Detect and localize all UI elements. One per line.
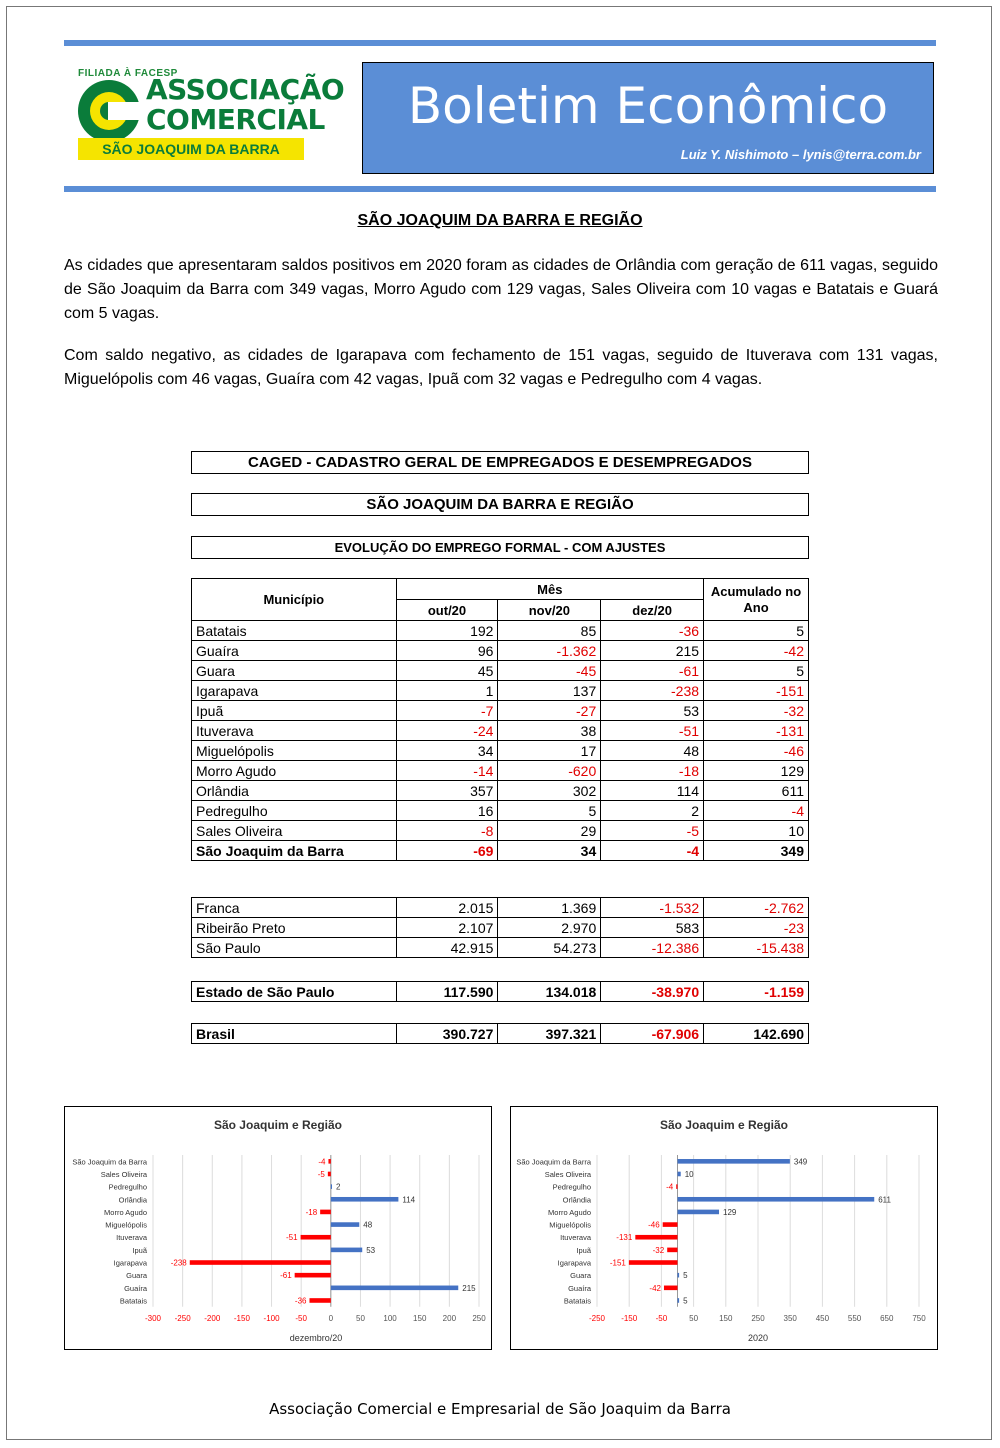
row-value: -1.159 — [704, 982, 809, 1002]
row-value: -620 — [498, 761, 601, 781]
x-axis-label: dezembro/20 — [289, 1332, 343, 1343]
x-tick-label: 50 — [356, 1313, 365, 1323]
x-tick-label: -300 — [144, 1313, 162, 1323]
row-value: 38 — [498, 721, 601, 741]
row-value: 29 — [498, 821, 601, 841]
category-label: Orlândia — [118, 1195, 147, 1205]
col-month: out/20 — [396, 600, 498, 621]
col-month: nov/20 — [498, 600, 601, 621]
row-value: -14 — [396, 761, 498, 781]
paragraph-negative: Com saldo negativo, as cidades de Igarapava com fechamento de 151 vagas, seguido de Ituverava com 131 vagas, Miguelópolis com 46 vagas, Guaíra com 42 vagas, Ipuã com 32 vagas e Pedregulho com 4 vagas. — [64, 347, 938, 388]
row-value: -36 — [601, 621, 704, 641]
category-label: Guaíra — [568, 1283, 591, 1293]
bar — [309, 1298, 330, 1303]
logo-city: SÃO JOAQUIM DA BARRA — [78, 138, 304, 160]
table-row — [192, 701, 809, 721]
brasil-row — [192, 1024, 809, 1044]
table-row — [192, 801, 809, 821]
x-tick-label: 350 — [783, 1313, 797, 1323]
chart-2020 — [510, 1106, 938, 1350]
row-value: 53 — [601, 701, 704, 721]
bar — [301, 1235, 331, 1240]
row-value: 54.273 — [498, 938, 601, 958]
bar — [635, 1235, 677, 1240]
x-tick-label: -100 — [263, 1313, 280, 1323]
chart-december — [64, 1106, 492, 1350]
caged-header: CAGED - CADASTRO GERAL DE EMPREGADOS E DESEMPREGADOS — [191, 451, 809, 474]
row-value: 137 — [498, 681, 601, 701]
bar — [190, 1260, 331, 1265]
x-tick-label: -50 — [295, 1313, 307, 1323]
data-label: -18 — [305, 1207, 318, 1217]
row-value: 5 — [704, 621, 809, 641]
category-label: Ipuã — [576, 1245, 591, 1255]
bar — [331, 1248, 362, 1253]
x-tick-label: 150 — [719, 1313, 733, 1323]
row-value: 2.970 — [498, 918, 601, 938]
x-tick-label: 50 — [689, 1313, 699, 1323]
bar — [678, 1273, 680, 1278]
row-value: 96 — [396, 641, 498, 661]
row-value: 114 — [601, 781, 704, 801]
category-label: Ituverava — [116, 1233, 147, 1243]
data-label: 5 — [683, 1296, 688, 1306]
table-row — [192, 821, 809, 841]
data-label: 2 — [336, 1182, 341, 1192]
row-value: -8 — [396, 821, 498, 841]
x-tick-label: 550 — [847, 1313, 862, 1323]
state-table — [191, 981, 809, 1002]
row-value: -4 — [601, 841, 704, 861]
x-tick-label: 250 — [751, 1313, 765, 1323]
category-label: Pedregulho — [552, 1182, 591, 1192]
data-label: -32 — [652, 1245, 665, 1255]
category-label: Ituverava — [560, 1233, 591, 1243]
table-row — [192, 641, 809, 661]
category-label: Morro Agudo — [548, 1207, 591, 1217]
row-value: 2 — [601, 801, 704, 821]
x-tick-label: -250 — [174, 1313, 191, 1323]
row-label: Ipuã — [192, 701, 397, 721]
row-label: Guaíra — [192, 641, 397, 661]
table-row — [192, 1024, 809, 1044]
category-label: São Joaquim da Barra — [72, 1157, 147, 1167]
row-value: -1.362 — [498, 641, 601, 661]
row-value: -12.386 — [601, 938, 704, 958]
row-value: 302 — [498, 781, 601, 801]
col-acumulado: Acumulado no Ano — [704, 579, 809, 621]
row-value: -61 — [601, 661, 704, 681]
row-value: 85 — [498, 621, 601, 641]
table-row — [192, 721, 809, 741]
row-value: -46 — [704, 741, 809, 761]
row-label: Brasil — [192, 1024, 397, 1044]
evolution-header: EVOLUÇÃO DO EMPREGO FORMAL - COM AJUSTES — [191, 536, 809, 559]
chart-title: São Joaquim e Região — [659, 1118, 789, 1132]
data-label: -4 — [666, 1182, 674, 1192]
category-label: Miguelópolis — [549, 1220, 591, 1230]
col-mes: Mês — [396, 579, 703, 600]
bar — [678, 1159, 790, 1164]
row-value: 48 — [601, 741, 704, 761]
category-label: Pedregulho — [108, 1182, 147, 1192]
brasil-table — [191, 1023, 809, 1044]
row-label: Miguelópolis — [192, 741, 397, 761]
data-label: -4 — [318, 1157, 326, 1167]
section-title: SÃO JOAQUIM DA BARRA E REGIÃO — [357, 212, 643, 229]
table-row — [192, 741, 809, 761]
row-value: -7 — [396, 701, 498, 721]
row-label: Pedregulho — [192, 801, 397, 821]
x-tick-label: 650 — [880, 1313, 894, 1323]
bar — [331, 1184, 332, 1189]
table-row — [192, 681, 809, 701]
x-tick-label: 450 — [815, 1313, 830, 1323]
data-label: -36 — [294, 1296, 307, 1306]
category-label: Igarapava — [113, 1258, 147, 1268]
row-label: Igarapava — [192, 681, 397, 701]
row-value: -151 — [704, 681, 809, 701]
bar — [320, 1210, 331, 1215]
data-label: 5 — [683, 1271, 688, 1281]
x-tick-label: -250 — [588, 1313, 606, 1323]
chart-2020-svg — [511, 1107, 937, 1349]
table-row — [192, 781, 809, 801]
row-value: 5 — [498, 801, 601, 821]
row-value: 2.107 — [396, 918, 498, 938]
region-header: SÃO JOAQUIM DA BARRA E REGIÃO — [191, 493, 809, 516]
data-label: 53 — [366, 1245, 376, 1255]
paragraph-positive: As cidades que apresentaram saldos positivos em 2020 foram as cidades de Orlândia com geração de 611 vagas, seguido de São Joaquim da Barra com 349 vagas, Morro Agudo com 129 vagas, Sales Oliveira com 10 vagas e Batatais e Guará com 5 vagas. — [64, 257, 938, 322]
row-value: -69 — [396, 841, 498, 861]
table-row — [192, 661, 809, 681]
row-value: -18 — [601, 761, 704, 781]
category-label: Guaíra — [124, 1283, 147, 1293]
row-value: 45 — [396, 661, 498, 681]
row-value: -4 — [704, 801, 809, 821]
row-value: 142.690 — [704, 1024, 809, 1044]
data-label: -238 — [170, 1258, 187, 1268]
row-value: 10 — [704, 821, 809, 841]
row-value: 349 — [704, 841, 809, 861]
bar — [678, 1172, 681, 1177]
row-value: -51 — [601, 721, 704, 741]
x-tick-label: 750 — [912, 1313, 926, 1323]
row-value: 215 — [601, 641, 704, 661]
data-label: 114 — [402, 1195, 416, 1205]
row-value: 129 — [704, 761, 809, 781]
data-label: -42 — [649, 1283, 661, 1293]
row-value: 390.727 — [396, 1024, 498, 1044]
city-rows — [192, 898, 809, 958]
row-label: Estado de São Paulo — [192, 982, 397, 1002]
data-label: 48 — [363, 1220, 373, 1230]
bar — [678, 1298, 680, 1303]
x-tick-label: -50 — [655, 1313, 668, 1323]
row-value: -238 — [601, 681, 704, 701]
data-label: -151 — [609, 1258, 626, 1268]
x-tick-label: 100 — [383, 1313, 397, 1323]
bulletin-title: Boletim Econômico — [407, 77, 889, 135]
row-label: Batatais — [192, 621, 397, 641]
table-row — [192, 621, 809, 641]
x-axis-label: 2020 — [747, 1332, 769, 1343]
logo-line1: ASSOCIAÇÃO — [146, 73, 345, 106]
row-value: 117.590 — [396, 982, 498, 1002]
bar — [328, 1159, 330, 1164]
row-value: 1.369 — [498, 898, 601, 918]
row-label: São Paulo — [192, 938, 397, 958]
row-value: -24 — [396, 721, 498, 741]
row-value: 583 — [601, 918, 704, 938]
footer-text: Associação Comercial e Empresarial de São Joaquim da Barra — [269, 1400, 731, 1418]
category-label: Miguelópolis — [105, 1220, 147, 1230]
data-label: 611 — [878, 1195, 892, 1205]
row-value: 611 — [704, 781, 809, 801]
category-label: Batatais — [563, 1296, 591, 1306]
row-label: Orlândia — [192, 781, 397, 801]
data-label: -61 — [280, 1271, 292, 1281]
x-tick-label: 250 — [472, 1313, 486, 1323]
chart-title: São Joaquim e Região — [213, 1118, 343, 1132]
data-label: 215 — [462, 1283, 476, 1293]
category-label: Batatais — [119, 1296, 147, 1306]
row-value: -45 — [498, 661, 601, 681]
title-box — [362, 62, 934, 174]
x-tick-label: -150 — [233, 1313, 250, 1323]
table-row — [192, 761, 809, 781]
row-label: Ituverava — [192, 721, 397, 741]
state-row — [192, 982, 809, 1002]
row-value: 357 — [396, 781, 498, 801]
data-label: -51 — [286, 1233, 298, 1243]
chart-december-svg — [65, 1107, 491, 1349]
bottom-rule — [64, 186, 936, 192]
table-row — [192, 841, 809, 861]
row-label: Sales Oliveira — [192, 821, 397, 841]
row-label: Morro Agudo — [192, 761, 397, 781]
category-label: Sales Oliveira — [544, 1169, 591, 1179]
table-row — [192, 938, 809, 958]
bar — [331, 1197, 399, 1202]
bar — [629, 1260, 678, 1265]
row-value: -42 — [704, 641, 809, 661]
row-value: 5 — [704, 661, 809, 681]
row-value: -67.906 — [601, 1024, 704, 1044]
x-tick-label: 200 — [442, 1313, 457, 1323]
data-label: -131 — [616, 1233, 633, 1243]
row-value: -2.762 — [704, 898, 809, 918]
row-value: 42.915 — [396, 938, 498, 958]
table-row — [192, 918, 809, 938]
data-label: -5 — [317, 1169, 325, 1179]
category-label: Ipuã — [132, 1245, 147, 1255]
bar — [331, 1222, 359, 1227]
row-value: -1.532 — [601, 898, 704, 918]
author-contact: Luiz Y. Nishimoto – lynis@terra.com.br — [680, 147, 921, 162]
row-value: -38.970 — [601, 982, 704, 1002]
x-tick-label: 150 — [413, 1313, 427, 1323]
logo-emblem-cut — [108, 102, 144, 120]
category-label: São Joaquim da Barra — [516, 1157, 591, 1167]
association-logo — [78, 68, 345, 160]
row-value: -131 — [704, 721, 809, 741]
row-value: 397.321 — [498, 1024, 601, 1044]
bar — [295, 1273, 331, 1278]
municipality-rows — [192, 621, 809, 861]
row-value: -23 — [704, 918, 809, 938]
x-tick-label: -200 — [204, 1313, 221, 1323]
employment-table — [191, 578, 809, 861]
bar — [664, 1286, 678, 1291]
x-tick-label: 0 — [328, 1313, 334, 1323]
row-value: 1 — [396, 681, 498, 701]
logo-filiada: FILIADA À FACESP — [78, 68, 178, 79]
row-value: 2.015 — [396, 898, 498, 918]
category-label: Guara — [126, 1271, 147, 1281]
row-label: Franca — [192, 898, 397, 918]
row-value: 192 — [396, 621, 498, 641]
row-value: 17 — [498, 741, 601, 761]
row-value: -5 — [601, 821, 704, 841]
logo-line2: COMERCIAL — [146, 103, 325, 136]
category-label: Orlândia — [562, 1195, 591, 1205]
row-label: São Joaquim da Barra — [192, 841, 397, 861]
data-label: 10 — [684, 1169, 694, 1179]
row-value: 34 — [498, 841, 601, 861]
data-label: 129 — [723, 1207, 737, 1217]
row-value: -15.438 — [704, 938, 809, 958]
bar — [678, 1210, 720, 1215]
row-value: -27 — [498, 701, 601, 721]
category-label: Morro Agudo — [104, 1207, 147, 1217]
row-value: 134.018 — [498, 982, 601, 1002]
row-value: 16 — [396, 801, 498, 821]
cities-table — [191, 897, 809, 958]
category-label: Igarapava — [557, 1258, 591, 1268]
category-label: Sales Oliveira — [100, 1169, 147, 1179]
col-municipio: Município — [192, 579, 397, 621]
col-month: dez/20 — [601, 600, 704, 621]
x-tick-label: -150 — [621, 1313, 638, 1323]
row-label: Ribeirão Preto — [192, 918, 397, 938]
bar — [328, 1172, 331, 1177]
table-row — [192, 982, 809, 1002]
category-label: Guara — [570, 1271, 591, 1281]
bar — [667, 1248, 677, 1253]
top-rule — [64, 40, 936, 46]
row-value: -32 — [704, 701, 809, 721]
bar — [678, 1197, 875, 1202]
bar — [331, 1286, 458, 1291]
bar — [676, 1184, 677, 1189]
row-value: 34 — [396, 741, 498, 761]
table-row — [192, 898, 809, 918]
row-label: Guara — [192, 661, 397, 681]
data-label: 349 — [793, 1157, 808, 1167]
data-label: -46 — [648, 1220, 660, 1230]
bar — [663, 1222, 678, 1227]
